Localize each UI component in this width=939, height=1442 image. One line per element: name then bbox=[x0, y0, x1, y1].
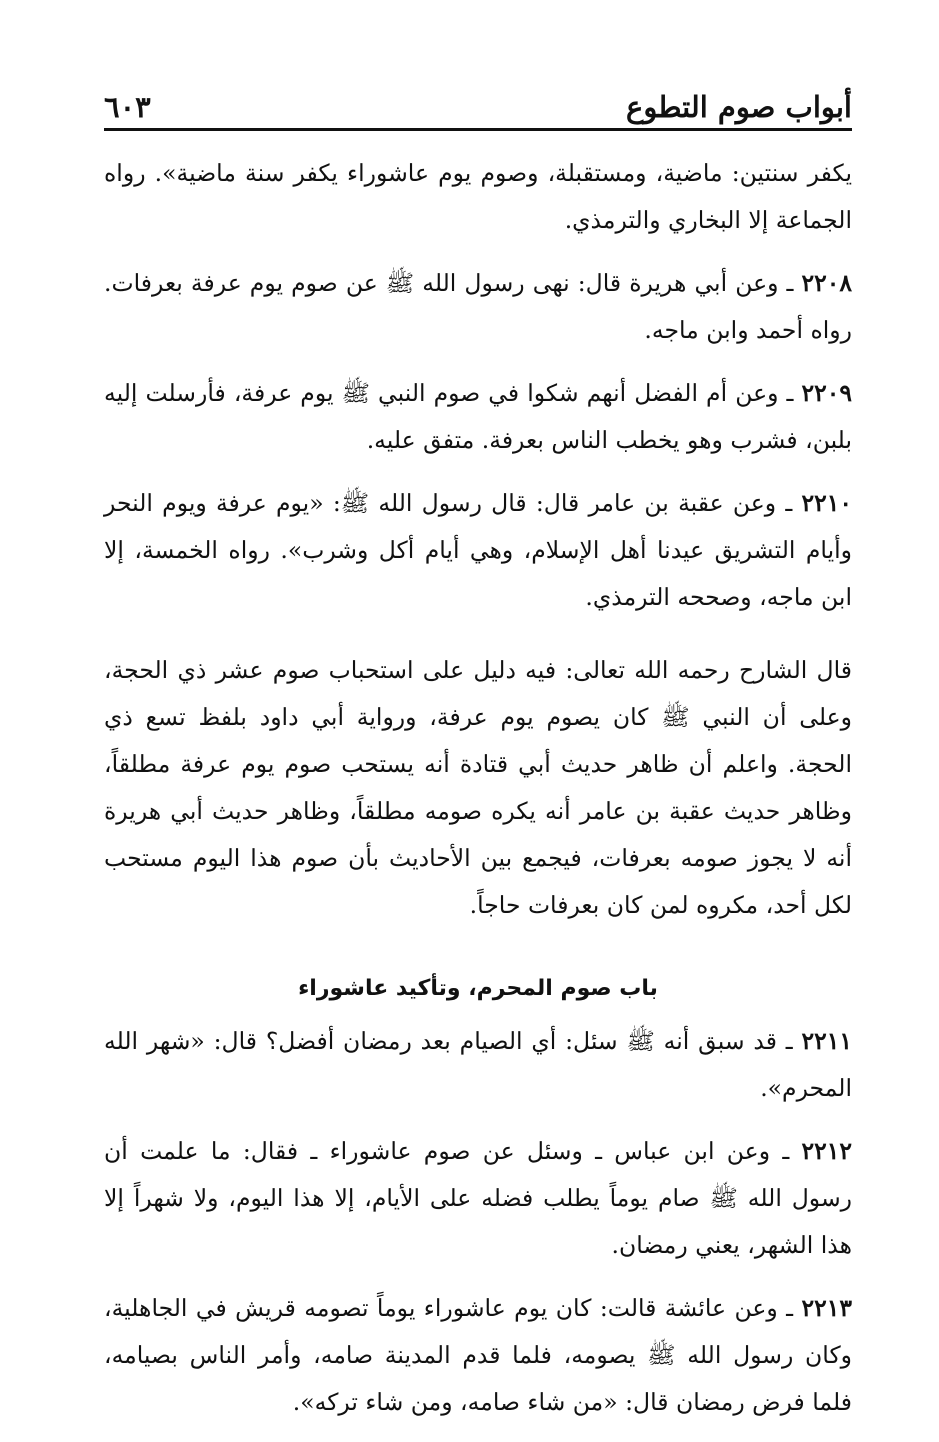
paragraph-text: ـ وعن ابن عباس ـ وسئل عن صوم عاشوراء ـ فقال: ما علمت أن رسول الله ﷺ صام يوماً يطلب فضله على الأيام، إلا هذا اليوم، ولا شهراً إلا هذا الشهر، يعني رمضان. bbox=[104, 1137, 852, 1259]
hadith-2208 bbox=[104, 260, 852, 354]
hadith-2209 bbox=[104, 370, 852, 464]
hadith-2211 bbox=[104, 1018, 852, 1112]
hadith-number: ٢٢١١ bbox=[801, 1027, 852, 1055]
commentary-paragraph: قال الشارح رحمه الله تعالى: فيه دليل على استحباب صوم عشر ذي الحجة، وعلى أن النبي ﷺ كان يصوم يوم عرفة، ورواية أبي داود بلفظ تسع ذي الحجة. واعلم أن ظاهر حديث أبي قتادة أنه يستحب صوم يوم عرفة مطلقاً، وظاهر حديث عقبة بن عامر أنه يكره صومه مطلقاً، وظاهر حديث أبي هريرة أنه لا يجوز صومه بعرفات، فيجمع بين الأحاديث بأن صوم هذا اليوم مستحب لكل أحد، مكروه لمن كان بعرفات حاجاً. bbox=[104, 656, 852, 919]
hadith-number: ٢٢١٠ bbox=[801, 489, 852, 517]
hadith-2212 bbox=[104, 1128, 852, 1269]
paragraph-text: ـ وعن عقبة بن عامر قال: قال رسول الله ﷺ: «يوم عرفة ويوم النحر وأيام التشريق عيدنا أهل الإسلام، وهي أيام أكل وشرب». رواه الخمسة، إلا ابن ماجه، وصححه الترمذي. bbox=[104, 489, 852, 611]
running-title: أبواب صوم التطوع bbox=[626, 90, 852, 124]
paragraph-text: ـ وعن أم الفضل أنهم شكوا في صوم النبي ﷺ يوم عرفة، فأرسلت إليه بلبن، فشرب وهو يخطب الناس بعرفة. متفق عليه. bbox=[104, 379, 852, 454]
paragraph-text: ـ قد سبق أنه ﷺ سئل: أي الصيام بعد رمضان أفضل؟ قال: «شهر الله المحرم». bbox=[104, 1027, 852, 1102]
paragraph-text: يكفر سنتين: ماضية، ومستقبلة، وصوم يوم عاشوراء يكفر سنة ماضية». رواه الجماعة إلا البخاري والترمذي. bbox=[104, 159, 852, 234]
chapter-title: باب صوم المحرم، وتأكيد عاشوراء bbox=[298, 976, 658, 1001]
paragraph-text: ـ وعن عائشة قالت: كان يوم عاشوراء يوماً تصومه قريش في الجاهلية، وكان رسول الله ﷺ يصومه، فلما قدم المدينة صامه، وأمر الناس بصيامه، فلما فرض رمضان قال: «من شاء صامه، ومن شاء تركه». bbox=[104, 1294, 852, 1416]
hadith-number: ٢٢١٢ bbox=[801, 1137, 852, 1165]
hadith-number: ٢٢١٣ bbox=[801, 1294, 852, 1322]
page-body bbox=[104, 150, 852, 1442]
hadith-2210 bbox=[104, 480, 852, 621]
page-number: ٦٠٣ bbox=[104, 90, 151, 124]
hadith-number: ٢٢٠٨ bbox=[801, 269, 852, 297]
hadith-2213 bbox=[104, 1285, 852, 1426]
paragraph-text: ـ وعن أبي هريرة قال: نهى رسول الله ﷺ عن صوم يوم عرفة بعرفات. رواه أحمد وابن ماجه. bbox=[104, 269, 852, 344]
page-header bbox=[104, 86, 852, 131]
hadith-continuation bbox=[104, 150, 852, 244]
hadith-number: ٢٢٠٩ bbox=[801, 379, 852, 407]
